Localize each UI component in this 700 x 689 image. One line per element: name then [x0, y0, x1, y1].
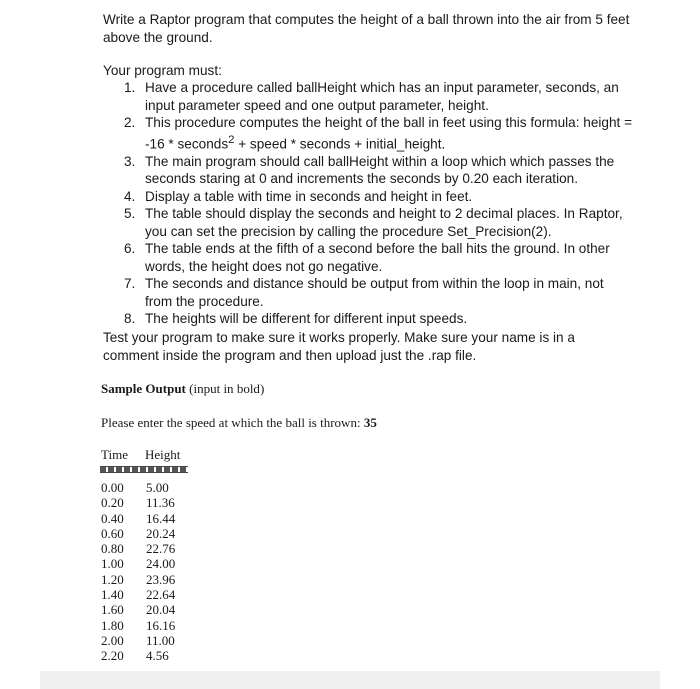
requirement-text: Have a procedure called ballHeight which has an input parameter, seconds, an input parameter speed and one output parameter, height.: [145, 80, 619, 113]
requirement-text: Display a table with time in seconds and height in feet.: [145, 188, 473, 204]
height-cell: 20.24: [146, 525, 176, 541]
sample-output-note: (input in: [185, 381, 237, 396]
table-row: [101, 495, 175, 510]
time-cell: 2.00: [101, 632, 124, 648]
column-time: Time: [101, 447, 128, 462]
time-cell: 1.40: [101, 587, 124, 603]
table-header: [101, 447, 180, 462]
height-cell: 11.36: [146, 495, 175, 511]
sample-output-title: Sample Output: [101, 381, 186, 396]
height-cell: 20.04: [146, 602, 176, 618]
requirement-number: 1.: [124, 80, 136, 95]
intro-paragraph: Write a Raptor program that computes the height of a ball thrown into the air from 5 feet above the ground.: [103, 12, 630, 45]
requirement-text: The table should display the seconds and height to 2 decimal places. In Raptor, you can set the precision by calling the procedure Set_Precision(2).: [145, 206, 623, 239]
table-row: [101, 648, 175, 663]
table-row: [101, 556, 175, 571]
height-cell: 16.44: [146, 510, 176, 526]
time-cell: 0.20: [101, 495, 124, 511]
height-cell: 22.76: [146, 541, 176, 557]
time-cell: 1.20: [101, 571, 124, 587]
requirement-text: The heights will be different for different input speeds.: [145, 311, 468, 327]
table-row: [101, 526, 175, 541]
time-cell: 2.20: [101, 648, 124, 664]
requirement-number: 4.: [124, 188, 136, 204]
requirement-number: 3.: [124, 153, 136, 169]
speed-prompt-text: Please enter the speed at which the ball is thrown:: [101, 415, 364, 430]
sample-output-note-bold: bold: [236, 381, 260, 396]
time-cell: 1.80: [101, 617, 124, 633]
requirements-heading: Your program must:: [103, 63, 222, 78]
time-cell: 1.60: [101, 602, 124, 618]
test-instructions: Test your program to make sure it works properly. Make sure your name is in a comment inside the program and then upload just the .rap file.: [103, 330, 575, 363]
table-row: [101, 633, 175, 648]
height-cell: 24.00: [146, 556, 176, 572]
formula-text-after: + speed * seconds + initial_height.: [234, 136, 446, 152]
height-cell: 11.00: [146, 632, 175, 648]
requirement-item: [124, 205, 634, 240]
requirement-number: 6.: [124, 241, 136, 257]
requirement-item: [124, 188, 634, 206]
table-divider: [100, 466, 188, 473]
height-cell: 23.96: [146, 571, 176, 587]
table-row: [101, 572, 175, 587]
table-row: [101, 511, 175, 526]
output-table: [101, 480, 175, 664]
requirement-item: [124, 275, 634, 310]
time-cell: 0.40: [101, 510, 124, 526]
time-cell: 0.00: [101, 480, 124, 495]
time-cell: 0.80: [101, 541, 124, 557]
requirement-item: [124, 310, 634, 328]
table-row: [101, 541, 175, 556]
sample-output-heading: [101, 381, 264, 396]
speed-input-value: 35: [363, 415, 377, 430]
time-cell: 0.60: [101, 525, 124, 541]
table-row: [101, 480, 175, 495]
requirement-item: [124, 114, 634, 153]
height-cell: 22.64: [146, 587, 176, 603]
requirement-number: 7.: [124, 276, 136, 292]
time-cell: 1.00: [101, 556, 124, 572]
height-cell: 5.00: [146, 480, 169, 495]
formula-text-before: This procedure computes the height of the ball in feet using this formula: height = -16 * seconds: [145, 115, 633, 152]
requirement-text-formula: [145, 114, 634, 153]
requirement-number: 2.: [124, 115, 136, 130]
sample-output-note-end: ): [259, 381, 265, 396]
table-row: [101, 587, 175, 602]
table-row: [101, 602, 175, 617]
requirements-list: [124, 79, 634, 328]
requirement-number: 5.: [124, 206, 136, 222]
requirement-item: [124, 79, 634, 114]
requirement-text: The seconds and distance should be output from within the loop in main, not from the procedure.: [145, 276, 604, 309]
requirement-number: 8.: [124, 311, 136, 327]
column-height: Height: [145, 447, 181, 462]
requirement-text: The table ends at the fifth of a second before the ball hits the ground. In other words, the height does not go negative.: [145, 241, 610, 274]
requirement-item: [124, 240, 634, 275]
requirement-text: The main program should call ballHeight within a loop which which passes the seconds staring at 0 and increments the seconds by 0.20 each iteration.: [145, 153, 615, 187]
height-cell: 4.56: [146, 648, 169, 664]
formula-exponent: 2: [228, 133, 235, 146]
speed-prompt: [101, 415, 377, 430]
requirement-item: [124, 153, 634, 188]
table-row: [101, 618, 175, 633]
height-cell: 16.16: [146, 617, 176, 633]
